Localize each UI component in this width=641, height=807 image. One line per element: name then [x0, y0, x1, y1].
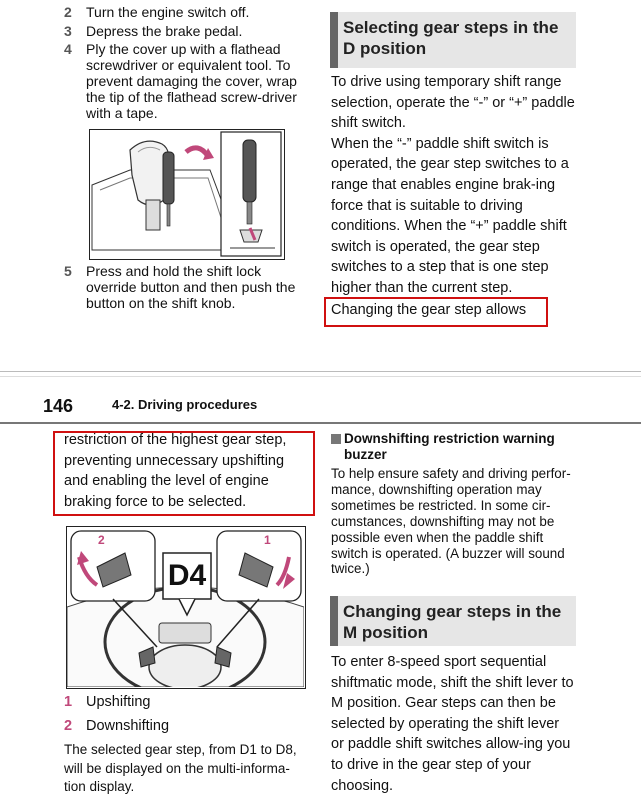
section-heading-m-position: Changing gear steps in the M position: [330, 596, 576, 646]
page-divider-inner: [0, 376, 641, 377]
legend-number: 2: [64, 718, 73, 734]
shift-lock-illustration: [89, 129, 285, 260]
step-number: 3: [64, 23, 72, 39]
callout-1: 1: [264, 533, 271, 547]
step-text: Depress the brake pedal.: [86, 23, 243, 39]
shift-knob-drawing: [90, 130, 283, 258]
step-number: 5: [64, 263, 72, 279]
gear-display-readout: D4: [167, 559, 207, 592]
legend-item-downshifting: [64, 718, 170, 734]
legend-label: Upshifting: [86, 694, 151, 710]
step-text: Turn the engine switch off.: [86, 4, 250, 20]
d-position-body: To drive using temporary shift range selection, operate the “-” or “+” paddle shift switch. When the “-” paddle shift switch is operated, the gear step switches to a range that enables engine brak-ing force that is suitable to driving conditions. When the “+” paddle shift switch is operated, the gear step switches to a step that is one step higher than the current step.: [331, 74, 575, 296]
legend-label: Downshifting: [86, 718, 170, 734]
legend-number: 1: [64, 694, 73, 710]
legend-item-upshifting: [64, 694, 151, 710]
page-number: 146: [43, 396, 74, 416]
square-bullet-icon: [331, 434, 341, 444]
d-position-highlight-text: Changing the gear step allows: [331, 302, 527, 318]
header-rule: [0, 422, 641, 424]
continued-highlight-text: restriction of the highest gear step, preventing unnecessary upshifting and enabling the level of engine braking force to be selected.: [64, 432, 287, 510]
buzzer-title: Downshifting restriction warning buzzer: [344, 431, 555, 462]
section-breadcrumb: 4-2. Driving procedures: [112, 397, 258, 412]
step-text: Press and hold the shift lock override button and then push the button on the shift knob.: [86, 263, 296, 311]
callout-2: 2: [98, 533, 105, 547]
section-heading-d-position: Selecting gear steps in the D position: [330, 12, 576, 68]
m-position-body: To enter 8-speed sport sequential shiftmatic mode, shift the shift lever to M position. Gear steps can then be selected by operating the shift lever or paddle shift switches allow-ing you to drive in the gear step of your choosing.: [331, 654, 574, 794]
buzzer-body: To help ensure safety and driving perfor-mance, downshifting operation may sometimes be restricted. In some cir-cumstances, downshifting may not be possible even when the paddle shift switch is operated. (A buzzer will sound twice.): [331, 466, 571, 577]
step-text: Ply the cover up with a flathead screwdriver or equivalent tool. To prevent damaging the cover, wrap the tip of the flathead screw-driver with a tape.: [86, 41, 297, 121]
steering-wheel-drawing: [67, 527, 304, 687]
paddle-shift-illustration: [66, 526, 306, 689]
page-divider: [0, 371, 641, 372]
step-number: 2: [64, 4, 72, 20]
step-number: 4: [64, 41, 72, 57]
display-note: The selected gear step, from D1 to D8, will be displayed on the multi-informa-tion display.: [64, 742, 297, 794]
